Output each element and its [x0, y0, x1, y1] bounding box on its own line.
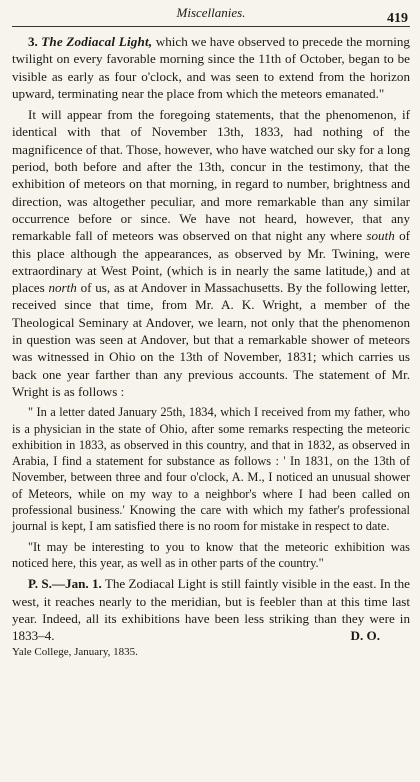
page-number: 419	[387, 11, 408, 26]
article-text	[12, 33, 410, 662]
section-3-text: which we have observed to precede the morning twilight on every favorable morning since the 11th of October, began to be visible as early as four o'clock, and was seen to extend from the horizon upward, terminating near the place from which the meteors emanated."	[12, 34, 410, 101]
paragraph-phenomenon-text-2: of this place although the appearances, as observed by Mr. Twining, were extraordinary at West Point, (which is in nearly the same latitude,) and at places	[12, 228, 410, 296]
lead-word: The	[41, 34, 63, 49]
postscript	[12, 575, 410, 644]
paragraph-phenomenon-text-3: of us, as at Andover in Massachusetts. By the following letter, received since that time, from Mr. A. K. Wright, a member of the Theological Seminary at Andover, we learn, not only that the phenomenon in question was seen at Andover, but that a remarkable shower of meteors was witnessed in Ohio on the 13th of November, 1831; which carries us back one year farther than any previous accounts. The statement of Mr. Wright is as follows :	[12, 280, 411, 399]
running-header	[12, 4, 410, 27]
paragraph-phenomenon	[12, 106, 410, 400]
letter-quote-closing: "It may be interesting to you to know that the meteoric exhibition was noticed here, this year, as well as in other parts of the country."	[12, 539, 410, 570]
item-number: 3.	[28, 34, 38, 49]
paragraph-phenomenon-text: It will appear from the foregoing statements, that the phenomenon, if identical with that of November 13th, 1833, had nothing of the magnificence of that. Those, however, who have watched our sky for a long period, both before and after the 13th, concur in the testimony, that the exhibition of meteors on that morning, in regard to number, brightness and direction, was altogether peculiar, and more remarkable than any similar occurrence before or since. We have not heard, however, that any remarkable fall of meteors was observed on that night any where	[12, 107, 410, 244]
section-3-paragraph	[12, 33, 410, 102]
signature-initials: D. O.	[350, 628, 380, 644]
letter-quote: " In a letter dated January 25th, 1834, which I received from my father, who is a physician in the state of Ohio, after some remarks respecting the meteoric exhibition in 1833, as observed in this country, and that in 1832, as observed in Arabia, I find a statement for substance as follows : ' In 1831, on the 13th of November, between three and four o'clock, A. M., I noticed an unusual shower of Meteors, while on my way to a neighbor's where I had been called on professional business.' Knowing the care with which my father's professional journal is kept, I am satisfied there is no room for mistake in respect to date.	[12, 405, 410, 534]
north-emphasis: north	[48, 280, 77, 296]
zodiacal-light-term: Zodiacal Light,	[66, 34, 153, 49]
postscript-text: The Zodiacal Light is still faintly visible in the east. In the west, it reaches nearly to the meridian, but is feebler than at this time last year. Indeed, all its exhibitions have been less striking than they were in 1833–4.	[12, 576, 410, 644]
postscript-label: P. S.—Jan. 1.	[28, 576, 102, 592]
dateline: Yale College, January, 1835.	[12, 646, 138, 659]
running-title: Miscellanies.	[176, 5, 246, 20]
south-emphasis: south	[366, 228, 395, 244]
